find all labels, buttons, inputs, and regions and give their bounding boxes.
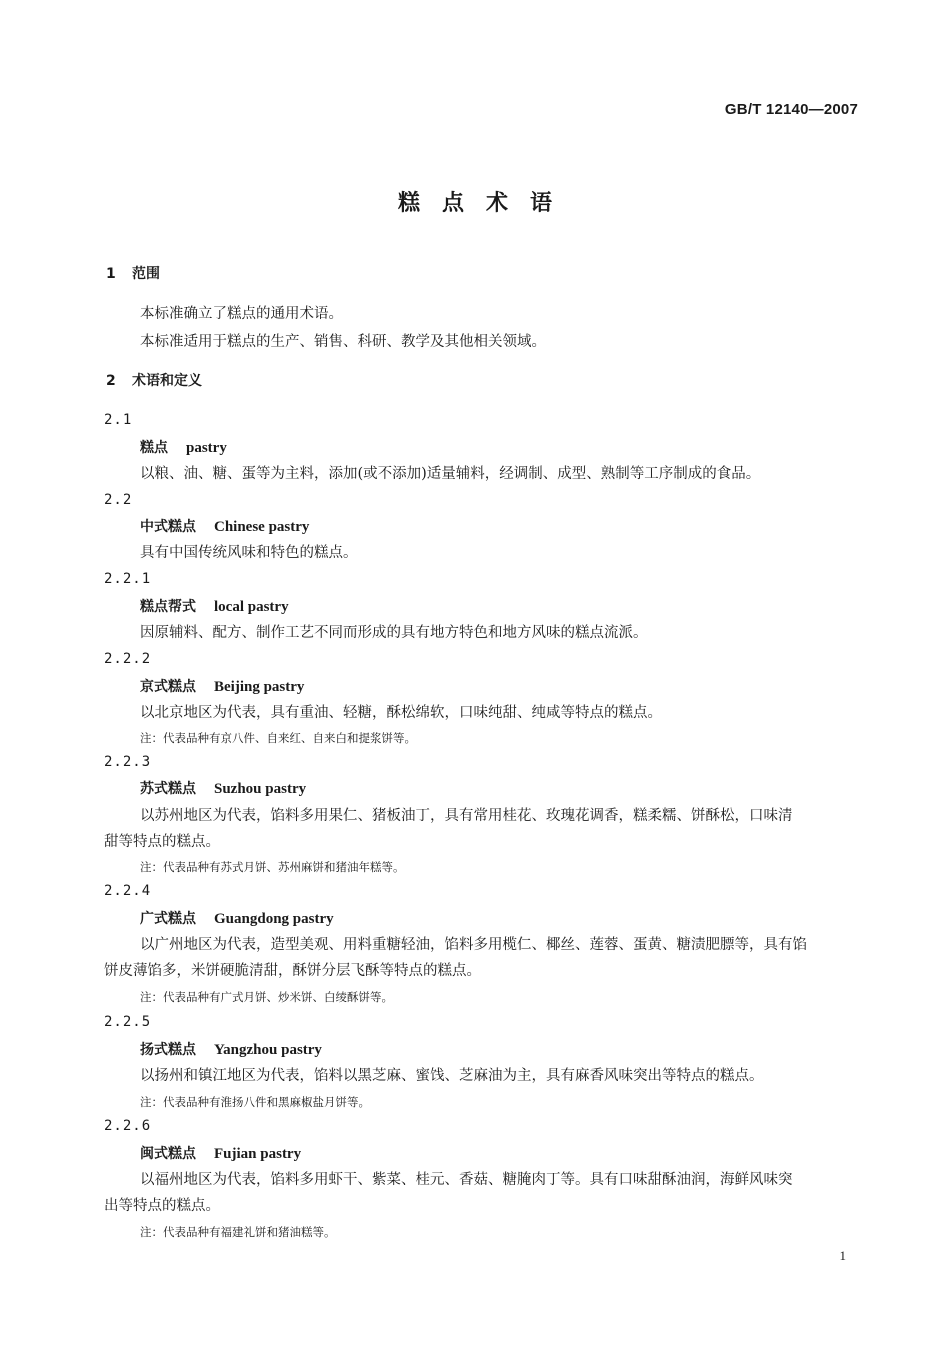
clause-number: 2.1 bbox=[104, 412, 133, 428]
term-chinese: 苏式糕点 bbox=[140, 781, 196, 797]
clause-number: 2.2.3 bbox=[104, 754, 152, 770]
section-number: 2 bbox=[106, 373, 116, 389]
term-chinese: 中式糕点 bbox=[140, 519, 196, 535]
section-1-heading bbox=[106, 264, 160, 284]
clause-number: 2.2.5 bbox=[104, 1014, 152, 1030]
term-note: 注：代表品种有淮扬八件和黑麻椒盐月饼等。 bbox=[140, 1095, 370, 1109]
clause-number: 2.2.1 bbox=[104, 571, 152, 587]
term-english: Guangdong pastry bbox=[214, 911, 334, 927]
term-note: 注：代表品种有福建礼饼和猪油糕等。 bbox=[140, 1225, 336, 1239]
term-entry bbox=[140, 1143, 301, 1164]
term-note: 注：代表品种有京八件、自来红、自来白和提浆饼等。 bbox=[140, 731, 416, 745]
term-entry bbox=[140, 778, 306, 799]
clause-number: 2.2.2 bbox=[104, 651, 152, 667]
term-english: Suzhou pastry bbox=[214, 781, 307, 797]
term-english: pastry bbox=[186, 440, 227, 456]
term-note: 注：代表品种有苏式月饼、苏州麻饼和猪油年糕等。 bbox=[140, 860, 405, 874]
term-english: Beijing pastry bbox=[214, 679, 305, 695]
term-entry bbox=[140, 1039, 322, 1060]
term-chinese: 京式糕点 bbox=[140, 679, 196, 695]
clause-number: 2.2.4 bbox=[104, 883, 152, 899]
section-number: 1 bbox=[106, 266, 116, 282]
section-2-heading bbox=[106, 371, 202, 391]
term-entry bbox=[140, 908, 334, 929]
term-definition: 具有中国传统风味和特色的糕点。 bbox=[140, 545, 358, 561]
scope-paragraph-2: 本标准适用于糕点的生产、销售、科研、教学及其他相关领域。 bbox=[140, 334, 546, 350]
term-entry bbox=[140, 437, 227, 458]
term-chinese: 广式糕点 bbox=[140, 911, 196, 927]
term-chinese: 扬式糕点 bbox=[140, 1042, 196, 1058]
page-number: 1 bbox=[839, 1248, 846, 1263]
section-title: 术语和定义 bbox=[132, 373, 202, 389]
term-definition: 以北京地区为代表，具有重油、轻糖，酥松绵软，口味纯甜、纯咸等特点的糕点。 bbox=[140, 705, 662, 721]
term-definition-continued: 甜等特点的糕点。 bbox=[104, 834, 220, 850]
term-entry bbox=[140, 596, 289, 617]
standard-number: GB/T 12140—2007 bbox=[724, 101, 858, 118]
term-english: local pastry bbox=[214, 599, 289, 615]
term-definition: 以苏州地区为代表，馅料多用果仁、猪板油丁，具有常用桂花、玫瑰花调香，糕柔糯、饼酥松，口味清 bbox=[140, 808, 793, 824]
term-entry bbox=[140, 516, 309, 537]
term-entry bbox=[140, 676, 304, 697]
term-english: Chinese pastry bbox=[214, 519, 310, 535]
term-chinese: 糕点帮式 bbox=[140, 599, 196, 615]
term-definition: 以粮、油、糖、蛋等为主料，添加(或不添加)适量辅料，经调制、成型、熟制等工序制成的食品。 bbox=[140, 466, 761, 482]
term-definition: 以福州地区为代表，馅料多用虾干、紫菜、桂元、香菇、糖腌肉丁等。具有口味甜酥油润，海鲜风味突 bbox=[140, 1172, 793, 1188]
term-chinese: 糕点 bbox=[140, 440, 168, 456]
scope-paragraph-1: 本标准确立了糕点的通用术语。 bbox=[140, 306, 343, 322]
term-english: Yangzhou pastry bbox=[214, 1042, 322, 1058]
section-title: 范围 bbox=[132, 266, 160, 282]
term-definition: 因原辅料、配方、制作工艺不同而形成的具有地方特色和地方风味的糕点流派。 bbox=[140, 625, 648, 641]
term-english: Fujian pastry bbox=[214, 1146, 302, 1162]
term-definition-continued: 出等特点的糕点。 bbox=[104, 1198, 220, 1214]
term-definition: 以广州地区为代表，造型美观、用料重糖轻油，馅料多用榄仁、椰丝、莲蓉、蛋黄、糖渍肥膘等，具有馅 bbox=[140, 937, 807, 953]
clause-number: 2.2 bbox=[104, 492, 133, 508]
term-note: 注：代表品种有广式月饼、炒米饼、白绫酥饼等。 bbox=[140, 990, 393, 1004]
document-title: 糕点术语 bbox=[397, 191, 574, 216]
term-definition: 以扬州和镇江地区为代表，馅料以黑芝麻、蜜饯、芝麻油为主，具有麻香风味突出等特点的糕点。 bbox=[140, 1068, 764, 1084]
term-definition-continued: 饼皮薄馅多，米饼硬脆清甜，酥饼分层飞酥等特点的糕点。 bbox=[104, 963, 481, 979]
clause-number: 2.2.6 bbox=[104, 1118, 152, 1134]
term-chinese: 闽式糕点 bbox=[140, 1146, 196, 1162]
